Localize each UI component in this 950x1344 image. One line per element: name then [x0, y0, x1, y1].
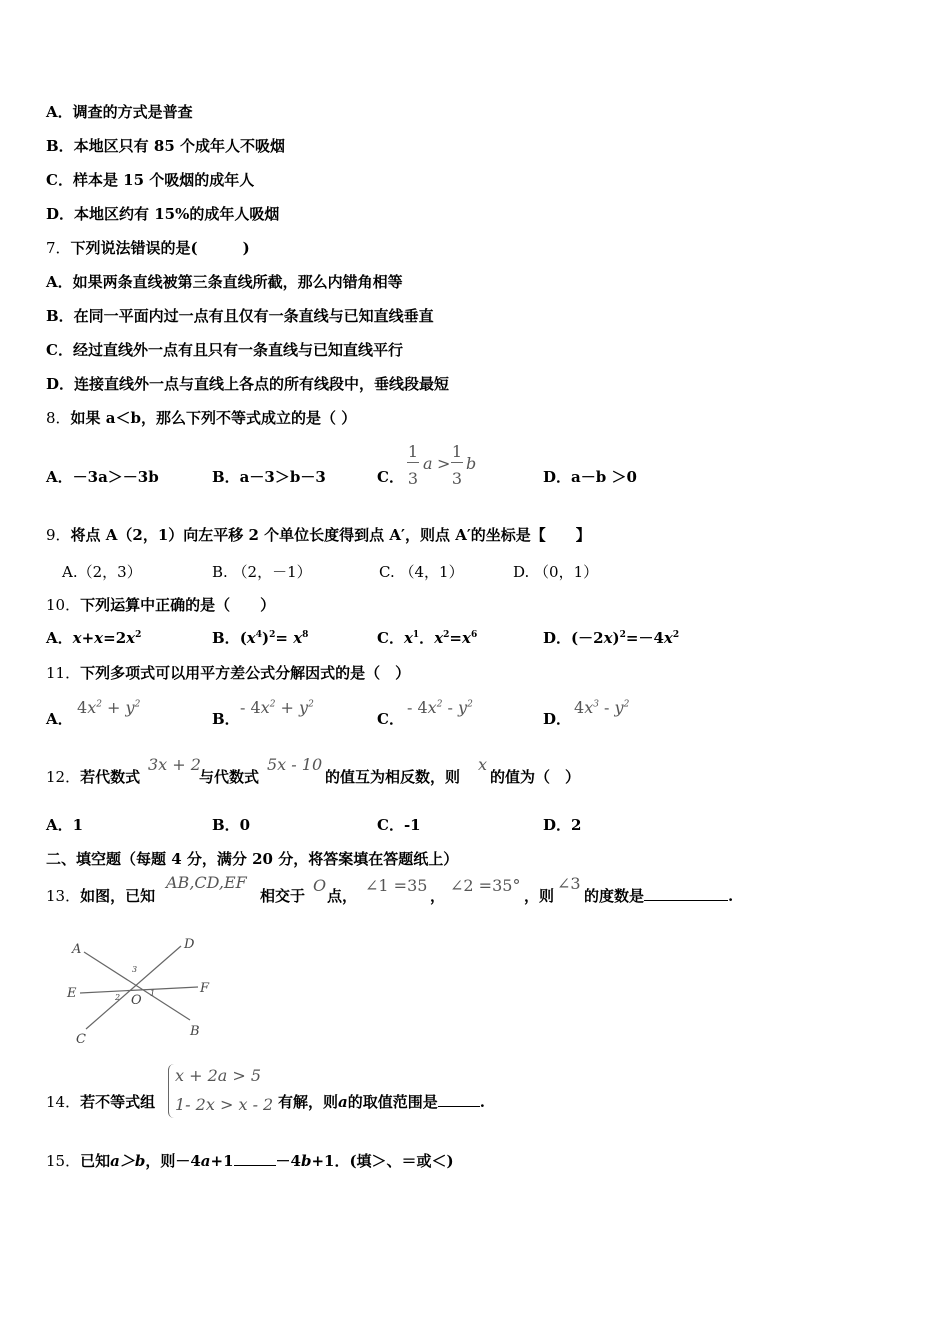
label-o: O — [131, 993, 142, 1008]
q12-expr-1: 3x + 2 — [148, 755, 201, 774]
q10-text: 下列运算中正确的是（ ） — [80, 596, 276, 614]
q12-expr-2: 5x - 10 — [267, 755, 323, 774]
q11-option-a-label: A． — [46, 710, 73, 728]
q9-option-c: C. （4，1） — [379, 563, 464, 581]
q7-option-c: C．经过直线外一点有且只有一条直线与已知直线平行 — [46, 341, 403, 359]
q12-text-4: 的值为（ ） — [490, 768, 581, 786]
q15-text-5: +1．(填＞、＝或＜) — [311, 1152, 454, 1170]
q13-angle-2: ∠2 =35° — [450, 876, 521, 895]
q9-option-d: D. （0，1） — [513, 563, 599, 581]
q7-number: 7． — [46, 239, 71, 257]
q8-option-b: B．a－3＞b－3 — [212, 468, 326, 486]
label-d: D — [184, 937, 195, 952]
q15-var-a: a — [200, 1152, 211, 1170]
q8-c-numerator: 1 — [407, 442, 419, 461]
label-f: F — [200, 981, 210, 996]
q7-option-d: D．连接直线外一点与直线上各点的所有线段中，垂线段最短 — [46, 375, 450, 393]
q11-option-b-label: B． — [212, 710, 240, 728]
q8-c-denominator: 3 — [407, 469, 419, 488]
q8-c-var-a: a — [423, 454, 433, 473]
section-2-heading: 二、填空题（每题 4 分，满分 20 分，将答案填在答题纸上） — [46, 850, 459, 868]
q12-stem — [46, 767, 140, 787]
label-angle-3: 3 — [132, 965, 138, 974]
label-angle-2: 2 — [115, 993, 121, 1002]
q8-c-fraction-bar — [407, 462, 419, 463]
q11-option-b-expr: - $4x^2 + y^2$ — [240, 698, 314, 717]
q13-point-o: O — [313, 876, 327, 895]
q15-text-2: ，则－4 — [145, 1152, 201, 1170]
q11-option-c-label: C． — [377, 710, 404, 728]
q15-text-4: －4 — [275, 1152, 301, 1170]
q8-c-numerator-2: 1 — [451, 442, 463, 461]
q14-text-3: 的取值范围是 — [347, 1093, 438, 1111]
q6-option-a: A．调查的方式是普查 — [46, 103, 193, 121]
q8-c-gt: > — [437, 454, 451, 473]
q15-answer-blank[interactable] — [234, 1151, 276, 1166]
q8-option-d: D．a－b ＞0 — [543, 468, 637, 486]
q6-option-c: C．样本是 15 个吸烟的成年人 — [46, 171, 255, 189]
q14-text-1: 若不等式组 — [80, 1093, 156, 1111]
q13-number: 13． — [46, 887, 81, 905]
q11-option-c-expr: - $4x^2 - y^2$ — [407, 698, 473, 717]
q10-stem — [46, 595, 275, 615]
q9-option-b: B. （2，－1） — [212, 563, 312, 581]
q10-number: 10． — [46, 596, 81, 614]
q8-c-denominator-2: 3 — [451, 469, 463, 488]
q15-condition: a＞b — [110, 1152, 146, 1170]
q14-inequality-2: 1- 2x > x - 2 — [175, 1095, 274, 1114]
q11-stem — [46, 663, 410, 683]
q12-option-b: B．0 — [212, 816, 251, 834]
q6-option-d: D．本地区约有 15%的成年人吸烟 — [46, 205, 280, 223]
q13-end: . — [728, 887, 734, 905]
q11-text: 下列多项式可以用平方差公式分解因式的是（ ） — [80, 664, 411, 682]
q8-c-var-b: b — [466, 454, 477, 473]
q12-var-x: x — [478, 755, 488, 774]
line-ab — [84, 952, 190, 1020]
q8-number: 8． — [46, 409, 71, 427]
label-angle-1: 1 — [150, 989, 156, 998]
q15-number: 15． — [46, 1152, 81, 1170]
q11-option-d-label: D． — [543, 710, 572, 728]
q12-text-3: 的值互为相反数，则 — [325, 768, 461, 786]
q6-option-b: B．本地区只有 85 个成年人不吸烟 — [46, 137, 285, 155]
q9-stem — [46, 525, 591, 545]
q9-option-a: A.（2，3） — [62, 563, 142, 581]
q15-text-3: +1 — [210, 1152, 234, 1170]
q7-option-b: B．在同一平面内过一点有且仅有一条直线与已知直线垂直 — [46, 307, 434, 325]
q7-stem — [46, 238, 250, 258]
q12-option-a: A．1 — [46, 816, 84, 834]
q13-text-3: 点， — [327, 887, 358, 905]
q13-text-5 — [584, 886, 733, 906]
q10-d-label: D． — [543, 629, 572, 647]
q14-number: 14． — [46, 1093, 81, 1111]
q10-a-label: A． — [46, 629, 73, 647]
label-c: C — [76, 1032, 86, 1047]
q12-option-c: C．-1 — [377, 816, 421, 834]
q10-b-label: B． — [212, 629, 240, 647]
q14-inequality-1: x + 2a > 5 — [175, 1066, 262, 1085]
q8-option-a: A．－3a＞－3b — [46, 468, 159, 486]
q9-number: 9． — [46, 526, 71, 544]
q11-number: 11． — [46, 664, 81, 682]
q11-option-d-expr: $4x^3 - y^2$ — [574, 698, 630, 717]
q13-text-2: 相交于 — [260, 887, 306, 905]
q10-option-d: D．$(-2x)^2=-4x^2$ — [543, 629, 680, 647]
q14-text-2-label: 有解，则 — [278, 1093, 339, 1111]
q12-text-1: 若代数式 — [80, 768, 141, 786]
q10-option-c: C．$x^1$．$x^2=x^6$ — [377, 629, 478, 647]
q15-var-b: b — [300, 1152, 312, 1170]
q12-number: 12． — [46, 768, 81, 786]
label-b: B — [190, 1024, 200, 1039]
q13-comma: ， — [430, 887, 446, 905]
q13-lines: AB,CD,EF — [166, 873, 247, 892]
q10-c-label: C． — [377, 629, 404, 647]
q13-stem — [46, 886, 155, 906]
q13-text-5-label: 的度数是 — [584, 887, 645, 905]
q13-figure — [60, 932, 220, 1048]
q8-stem — [46, 408, 356, 428]
q14-var-a: a — [338, 1093, 348, 1111]
q8-option-c-label: C． — [377, 468, 404, 486]
q12-option-d: D．2 — [543, 816, 582, 834]
q14-text-2 — [278, 1092, 485, 1112]
q14-end: . — [479, 1093, 485, 1111]
q13-answer-blank[interactable] — [644, 886, 728, 901]
q13-text-1: 如图，已知 — [80, 887, 156, 905]
q15-text-1: 已知 — [80, 1152, 111, 1170]
q10-option-a: A．$x+x=2x^2$ — [46, 629, 142, 647]
label-e: E — [67, 986, 77, 1001]
q7-text: 下列说法错误的是( ) — [70, 239, 250, 257]
line-cd — [86, 946, 181, 1029]
q9-text: 将点 A（2，1）向左平移 2 个单位长度得到点 A′，则点 A′的坐标是【 】 — [70, 526, 591, 544]
q14-stem — [46, 1092, 155, 1112]
q13-angle-1: ∠1 =35 — [365, 876, 428, 895]
q11-option-a-expr: $4x^2 + y^2$ — [77, 698, 141, 717]
q8-text: 如果 a＜b，那么下列不等式成立的是（ ） — [70, 409, 357, 427]
q10-option-b: B．$(x^4)^2= x^8$ — [212, 629, 309, 647]
q13-angle-3: ∠3 — [557, 874, 581, 893]
q14-answer-blank[interactable] — [438, 1092, 480, 1107]
label-a: A — [72, 942, 82, 957]
q13-text-4: ，则 — [524, 887, 555, 905]
q12-text-2: 与代数式 — [199, 768, 260, 786]
q7-option-a: A．如果两条直线被第三条直线所截，那么内错角相等 — [46, 273, 403, 291]
q15-stem — [46, 1151, 454, 1171]
q8-c-fraction-bar-2 — [451, 462, 463, 463]
